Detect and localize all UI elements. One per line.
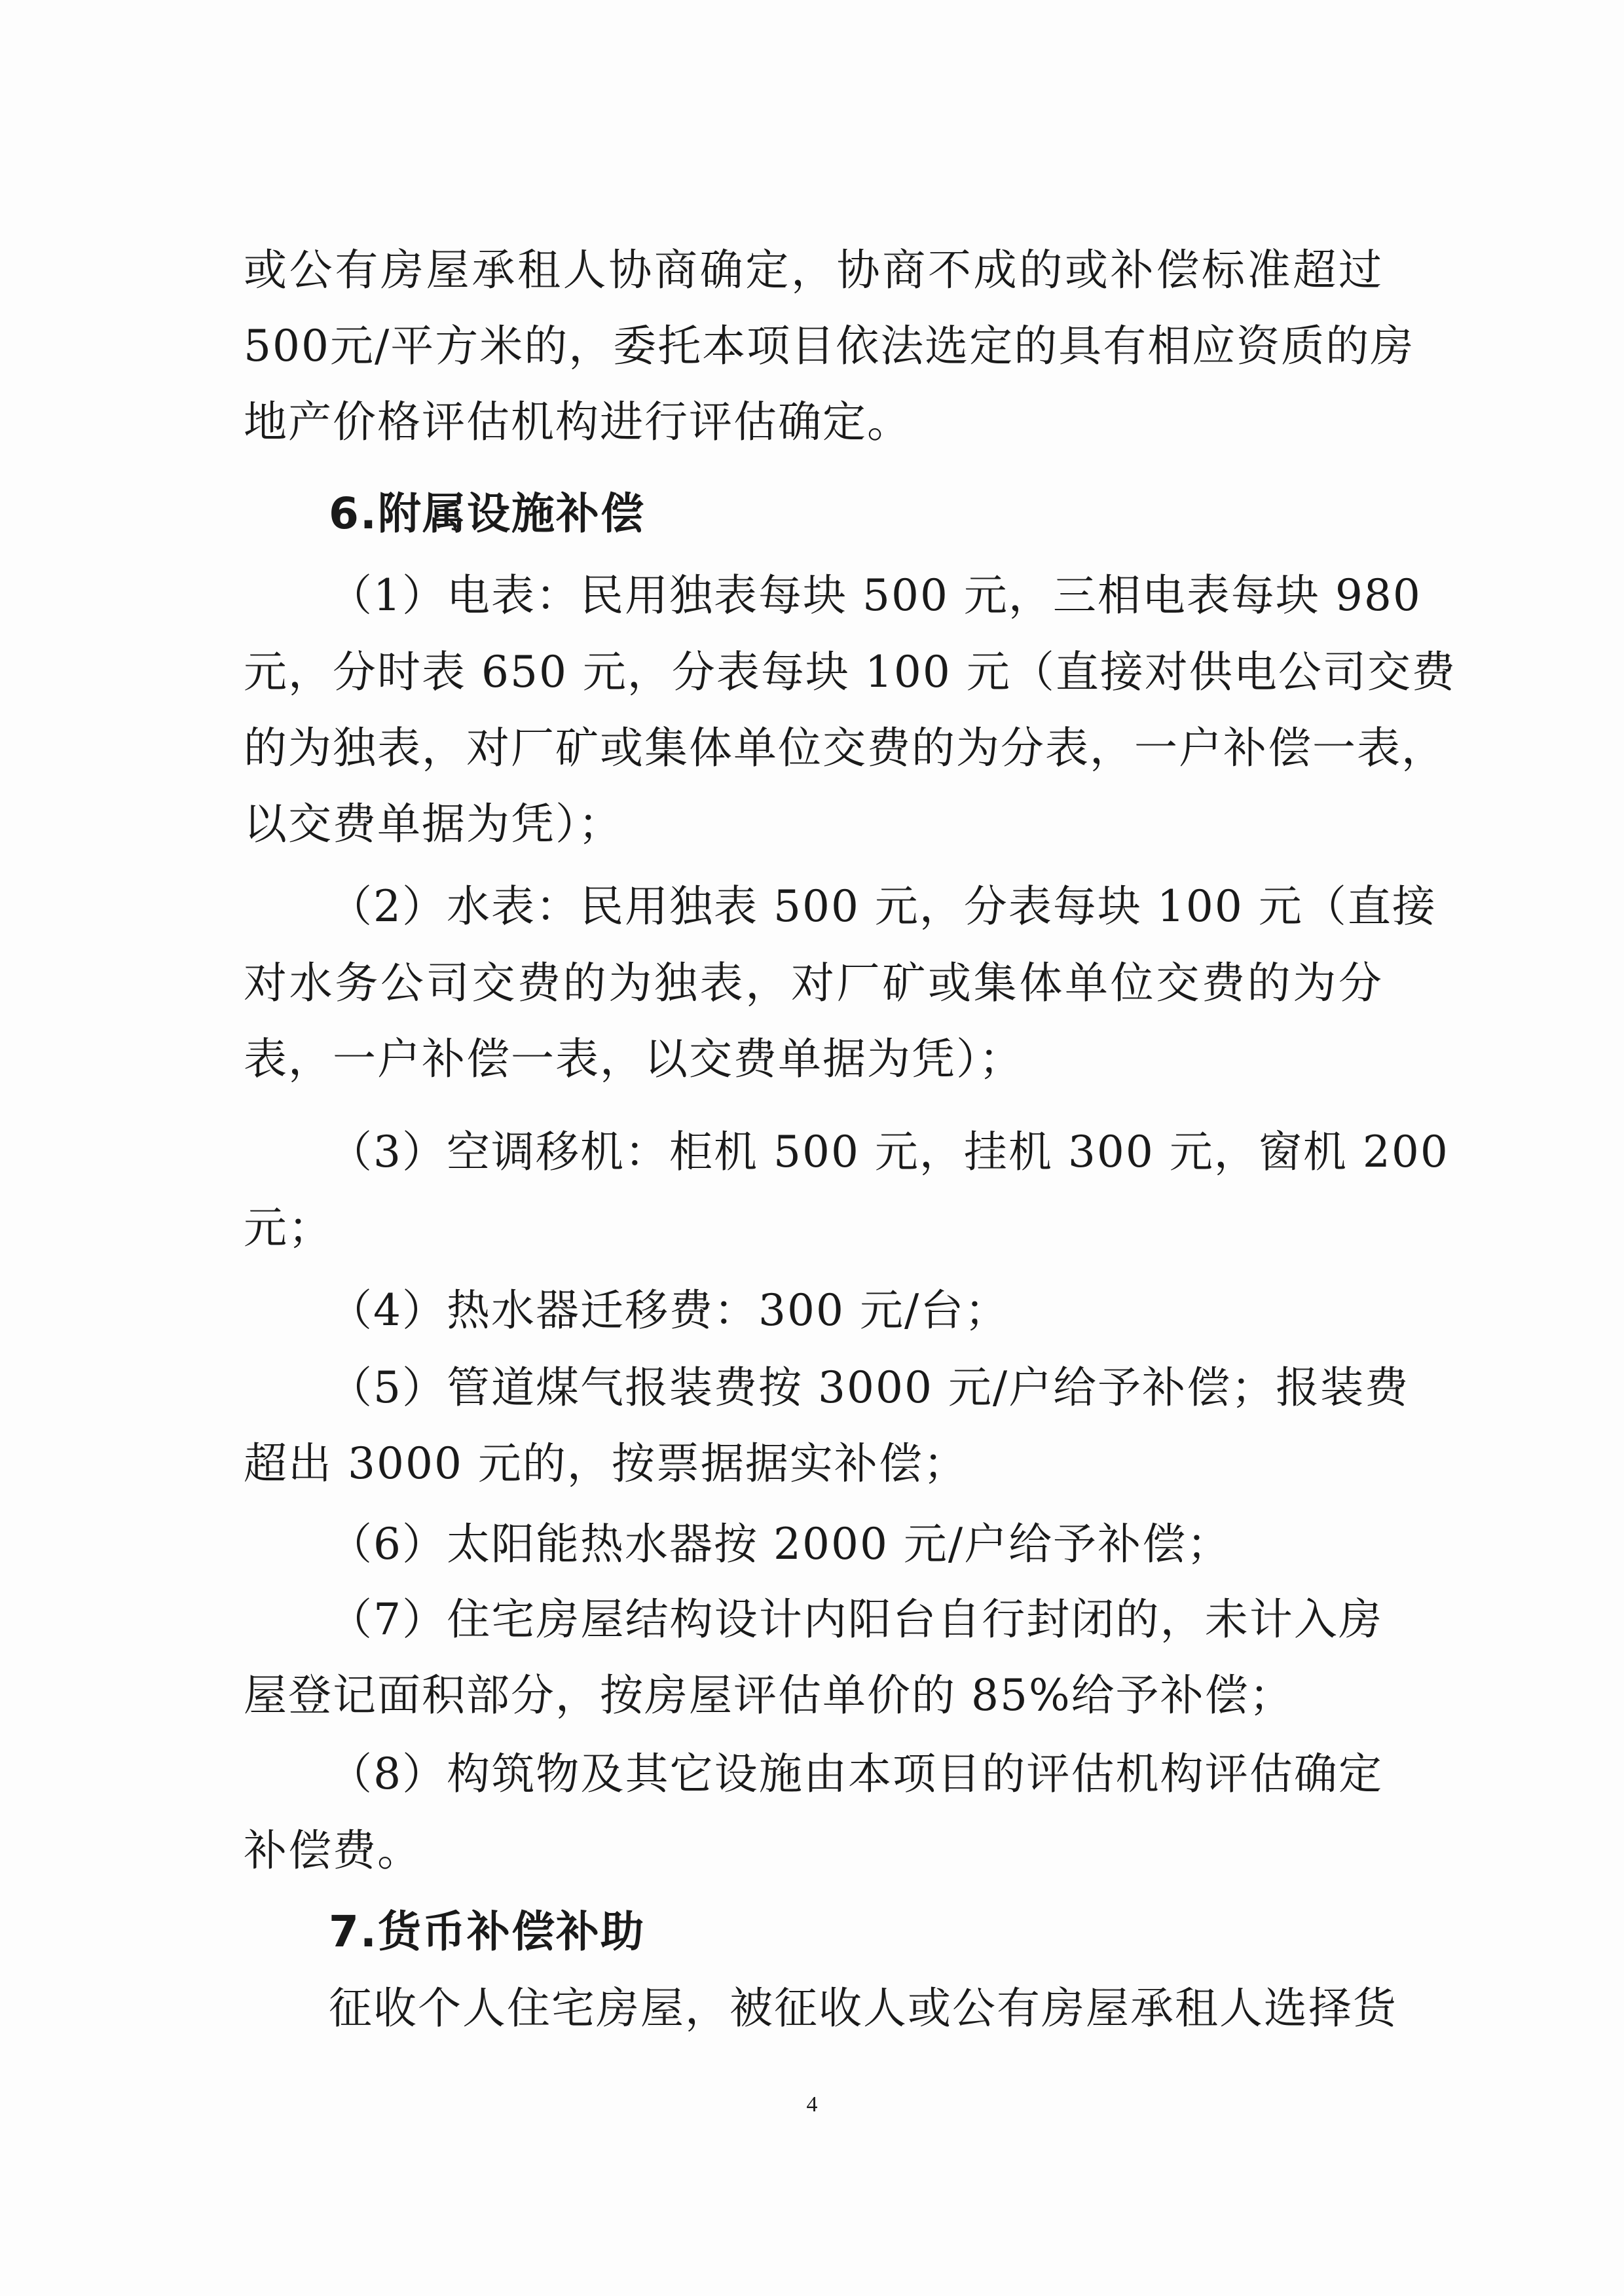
- section-heading-7: 7.货币补偿补助: [329, 1906, 645, 1957]
- paragraph-line: （7）住宅房屋结构设计内阳台自行封闭的，未计入房: [329, 1594, 1383, 1645]
- paragraph-line: 500元/平方米的，委托本项目依法选定的具有相应资质的房: [244, 321, 1415, 371]
- paragraph-line: 屋登记面积部分，按房屋评估单价的 85%给予补偿；: [244, 1670, 1294, 1721]
- paragraph-line: （5）管道煤气报装费按 3000 元/户给予补偿；报装费: [329, 1362, 1410, 1413]
- paragraph-line: 超出 3000 元的，按票据据实补偿；: [244, 1438, 968, 1489]
- paragraph-line: 以交费单据为凭）；: [244, 799, 623, 849]
- paragraph-line: （4）热水器迁移费：300 元/台；: [329, 1285, 1010, 1336]
- paragraph-line: 表，一户补偿一表，以交费单据为凭）；: [244, 1034, 1024, 1084]
- paragraph-line: （1）电表：民用独表每块 500 元，三相电表每块 980: [329, 570, 1422, 621]
- paragraph-line: 补偿费。: [244, 1825, 422, 1876]
- section-heading-6: 6.附属设施补偿: [329, 488, 645, 539]
- paragraph-line: 元，分时表 650 元，分表每块 100 元（直接对供电公司交费: [244, 647, 1456, 697]
- paragraph-line: 地产价格评估机构进行评估确定。: [244, 397, 912, 447]
- paragraph-line: 元；: [244, 1203, 333, 1253]
- paragraph-line: （8）构筑物及其它设施由本项目的评估机构评估确定: [329, 1749, 1383, 1799]
- paragraph-line: （2）水表：民用独表 500 元，分表每块 100 元（直接: [329, 881, 1437, 932]
- paragraph-line: 的为独表，对厂矿或集体单位交费的为分表，一户补偿一表，: [244, 723, 1446, 773]
- paragraph-line: 或公有房屋承租人协商确定，协商不成的或补偿标准超过: [244, 245, 1383, 295]
- page-number: 4: [806, 2092, 818, 2117]
- paragraph-line: （6）太阳能热水器按 2000 元/户给予补偿；: [329, 1519, 1232, 1569]
- paragraph-line: 征收个人住宅房屋，被征收人或公有房屋承租人选择货: [329, 1983, 1397, 2033]
- paragraph-line: 对水务公司交费的为独表，对厂矿或集体单位交费的为分: [244, 958, 1383, 1008]
- paragraph-line: （3）空调移机：柜机 500 元，挂机 300 元，窗机 200: [329, 1127, 1449, 1177]
